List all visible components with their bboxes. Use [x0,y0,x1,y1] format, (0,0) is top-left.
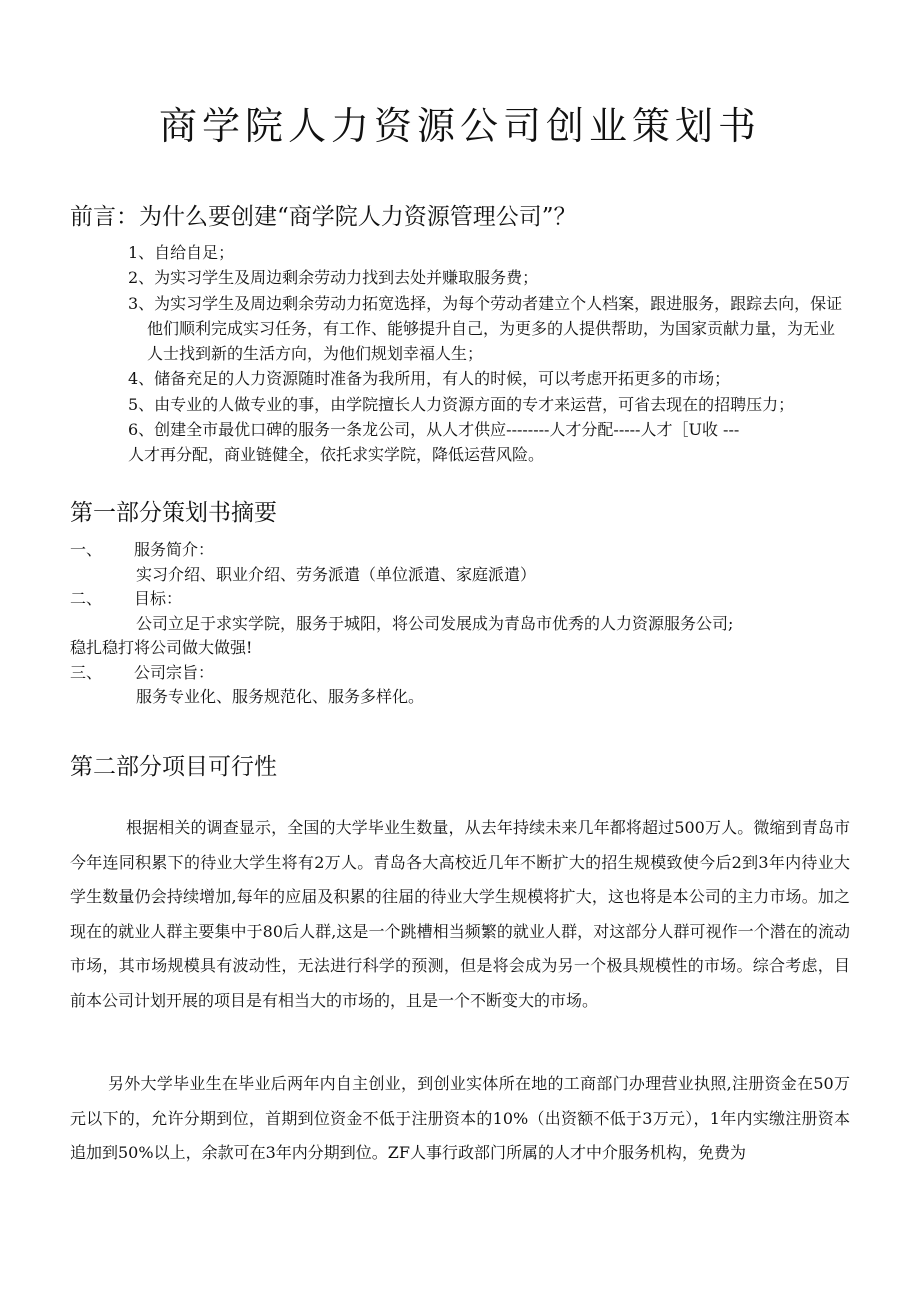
preface-item: 4、储备充足的人力资源随时准备为我所用，有人的时候，可以考虑开拓更多的市场； [128,369,731,389]
part2-heading: 第二部分项目可行性 [70,754,277,780]
preface-list [128,240,848,468]
part1-heading: 第一部分策划书摘要 [70,500,277,526]
summary-section-2 [70,587,860,612]
section-label: 服务简介： [134,540,215,559]
section-text: 稳扎稳打将公司做大做强! [70,638,253,657]
section-number: 二、 [70,589,103,608]
section-text: 服务专业化、服务规范化、服务多样化。 [136,687,425,706]
preface-item: 1、自给自足； [128,243,235,262]
document-title: 商学院人力资源公司创业策划书 [158,104,761,148]
section-number: 三、 [70,662,103,682]
section-number: 一、 [70,540,103,559]
preface-heading: 前言：为什么要创建“商学院人力资源管理公司”？ [70,204,577,230]
feasibility-paragraph-2: 另外大学毕业生在毕业后两年内自主创业，到创业实体所在地的工商部门办理营业执照,注册资金在50万元以下的，允许分期到位，首期到位资金不低于注册资本的10%（出资额不低于3万元），1年内实缴注册资本追加到50%以上，余款可在3年内分期到位。ZF人事行政部门所属的人才中介服务机构，免费为 [70,1074,850,1162]
preface-item: 2、为实习学生及周边剩余劳动力找到去处并赚取服务费； [128,268,539,288]
feasibility-paragraph-1: 根据相关的调查显示，全国的大学毕业生数量，从去年持续未来几年都将超过500万人。微缩到青岛市今年连同积累下的待业大学生将有2万人。青岛各大高校近几年不断扩大的招生规模致使今后2到3年内待业大学生数量仍会持续增加,每年的应届及积累的往届的待业大学生规模将扩大，这也将是本公司的主力市场。加之现在的就业人群主要集中于80后人群,这是一个跳槽相当频繁的就业人群，对这部分人群可视作一个潜在的流动市场，其市场规模具有波动性，无法进行科学的预测，但是将会成为另一个极具规模性的市场。综合考虑，目前本公司计划开展的项目是有相当大的市场的，且是一个不断变大的市场。 [70,818,850,1010]
preface-item: 3、为实习学生及周边剩余劳动力拓宽选择，为每个劳动者建立个人档案，跟进服务，跟踪去向，保证他们顺利完成实习任务，有工作、能够提升自己，为更多的人提供帮助，为国家贡献力量，为无业人士找到新的生活方向，为他们规划幸福人生； [128,293,843,364]
section-text: 公司立足于求实学院，服务于城阳，将公司发展成为青岛市优秀的人力资源服务公司; [136,613,734,633]
section-label: 目标： [134,589,183,608]
preface-item [128,417,848,468]
section-text: 实习介绍、职业介绍、劳务派遣（单位派遣、家庭派遣） [136,564,537,584]
section-label: 公司宗旨： [134,662,215,682]
preface-item: 5、由专业的人做专业的事，由学院擅长人力资源方面的专才来运营，可省去现在的招聘压力； [128,394,795,414]
summary-sections [70,538,860,710]
preface-item-6-line2: 人才再分配，商业链健全，依托求实学院，降低运营风险。 [128,445,545,465]
preface-item-6-line1: 6、创建全市最优口碑的服务一条龙公司，从人才供应--------人才分配-----人才［U收 --- [128,420,740,440]
summary-section-3 [70,661,860,686]
summary-section-1 [70,538,860,563]
